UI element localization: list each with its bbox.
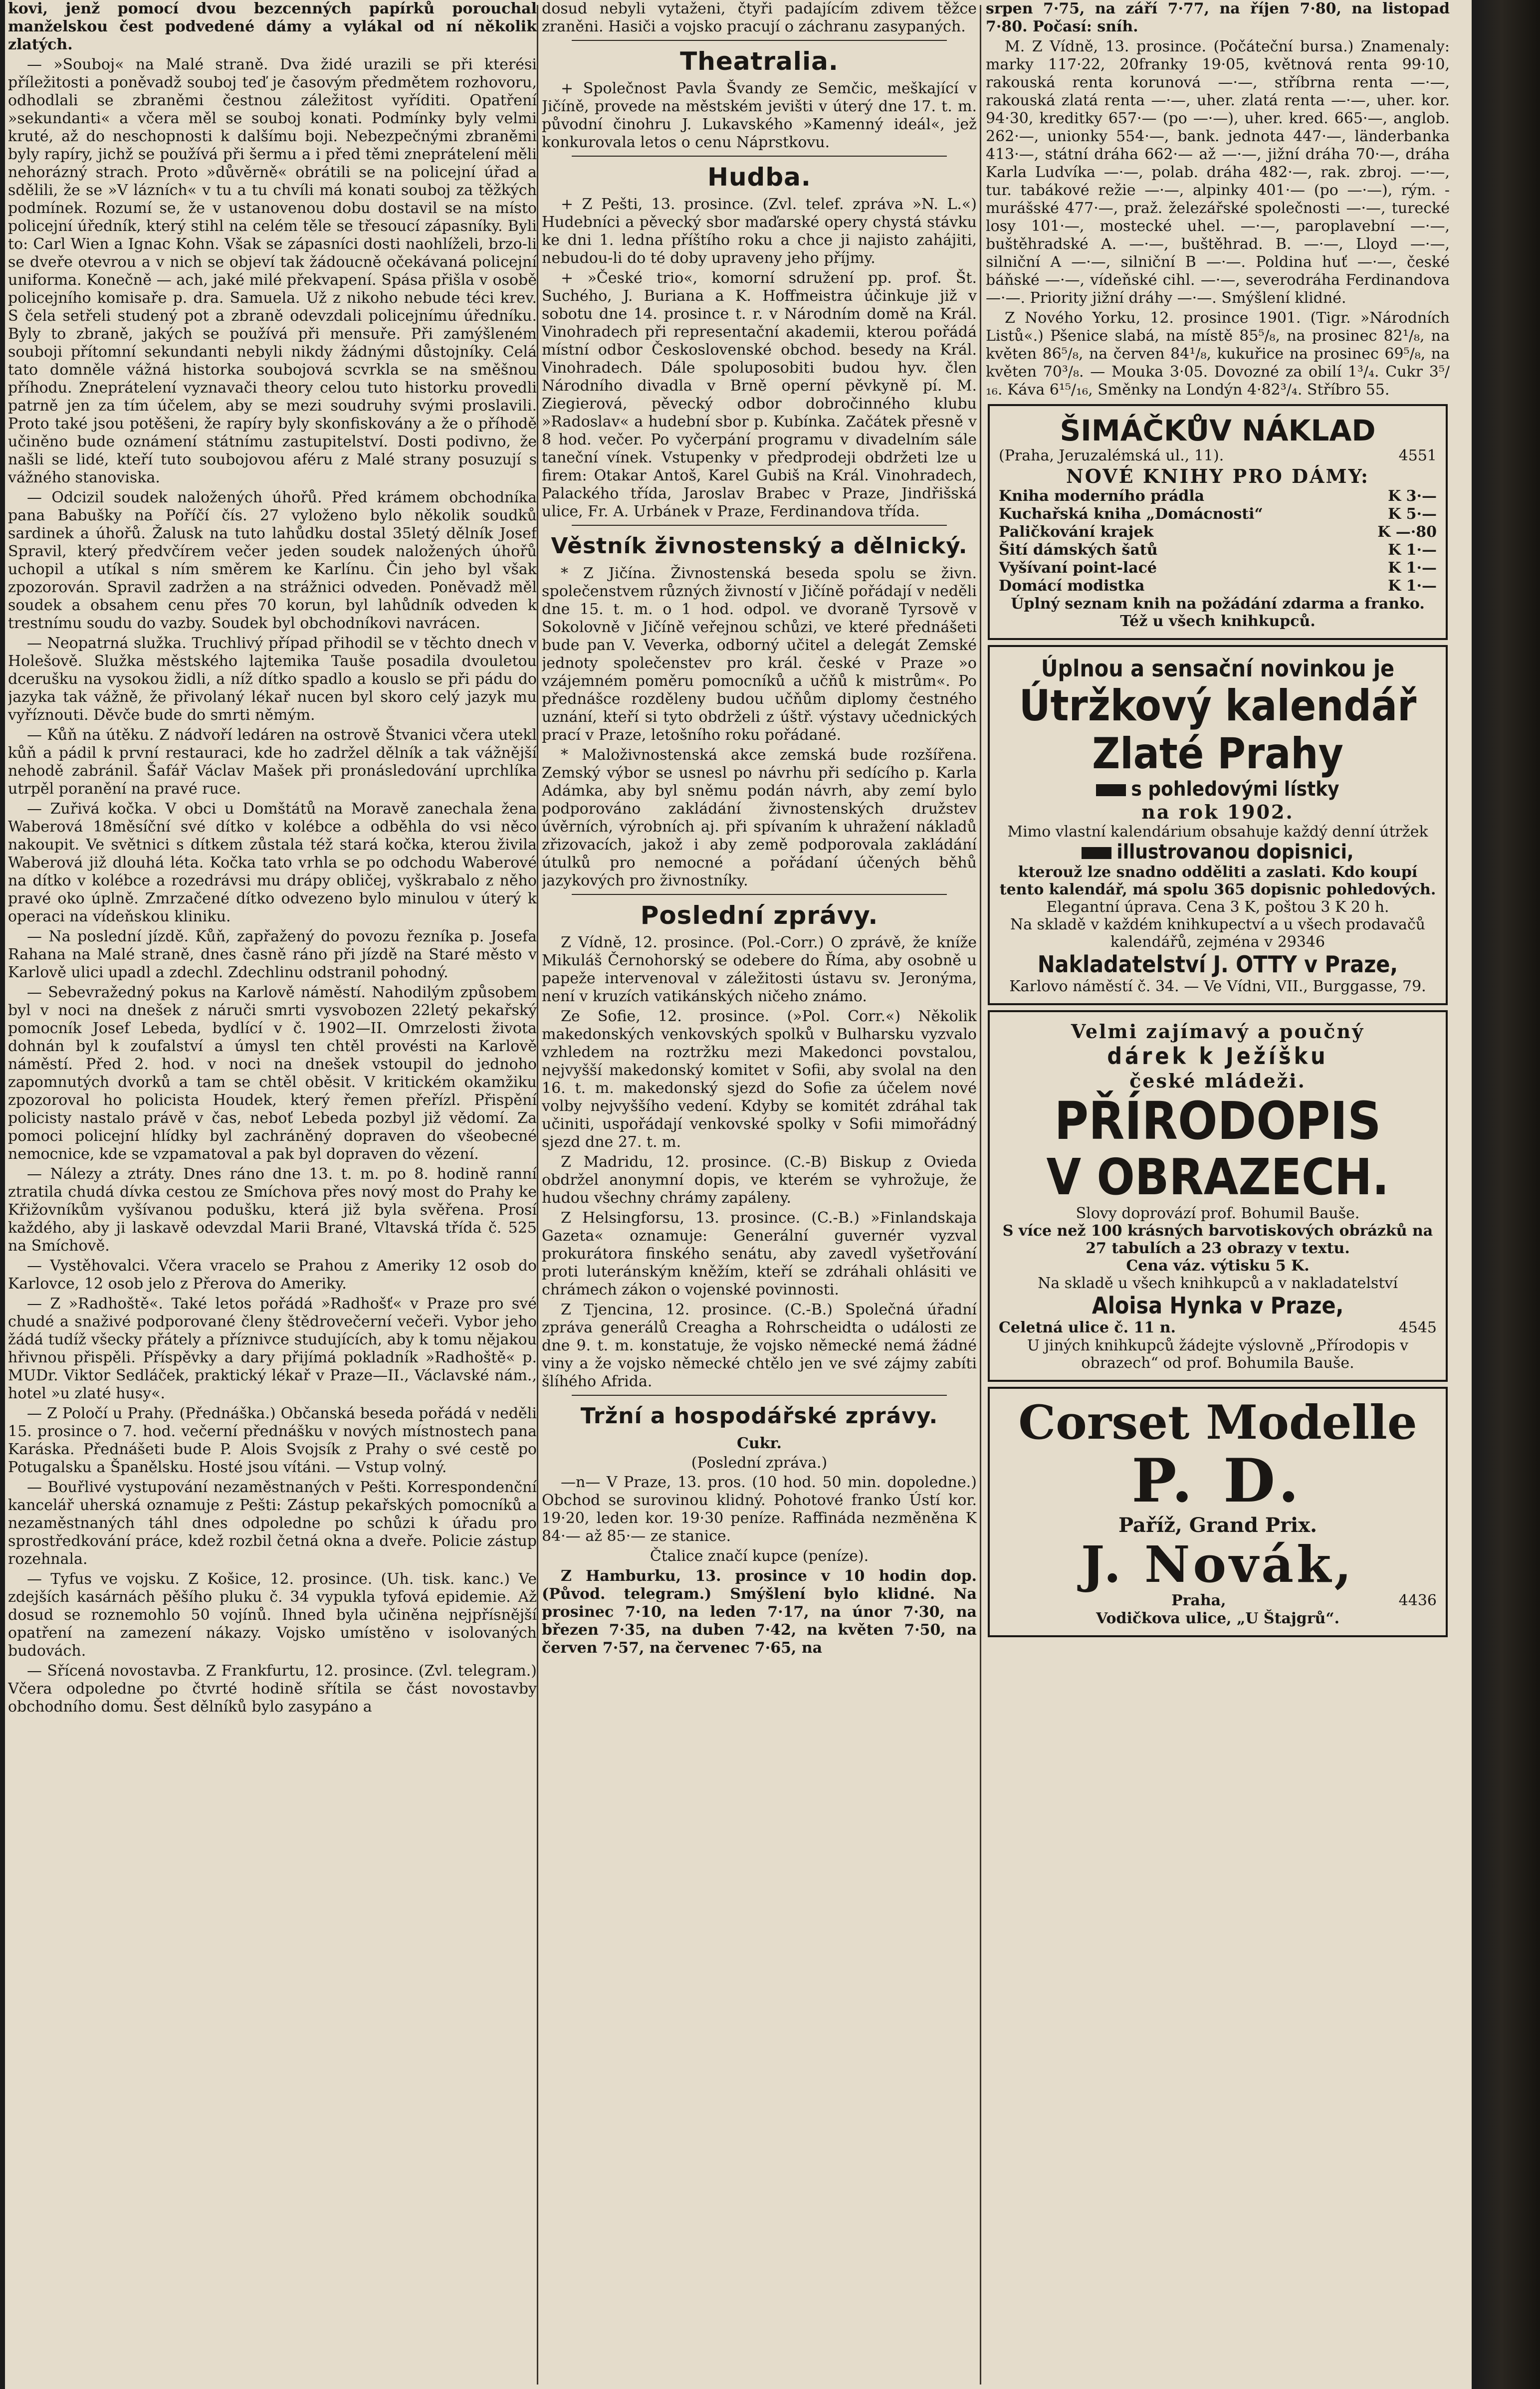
article-sugar-prague: —n— V Praze, 13. pros. (10 hod. 50 min. dopoledne.) Obchod se surovinou klidný. Pohotové franko Ústí kor. 19·20, leden kor. 19·30 peníze. Raffináda nezměněna K 84·— až 85·— ze stanice. bbox=[542, 1474, 977, 1545]
ad-item-name: Vyšívaní point-lacé bbox=[999, 559, 1157, 577]
ad-headline: V OBRAZECH. bbox=[1046, 1148, 1389, 1206]
ad-note: Též u všech knihkupců. bbox=[1120, 613, 1316, 630]
article-news-sofia: Ze Sofie, 12. prosince. (»Pol. Corr.«) Několik makedonských venkovských spolků v Bulharsku vyzvalo vzhledem na roztržku mezi Makedonci povstalou, nejvyšší makedonský komitet v Sofii, aby svolal na den 16. t. m. makedonský sjezd do Sofie za účelem nové volby nejvyššího vedení. Kdyby se komitét zdráhal tak učiniti, uspořádají venkovské spolky v Sofii mimořádný sjezd dne 27. t. m. bbox=[542, 1008, 977, 1151]
ad-address: Celetná ulice č. 11 n. bbox=[999, 1319, 1176, 1336]
subheading-note: (Poslední zpráva.) bbox=[691, 1454, 828, 1472]
ad-item-name: Šití dámských šatů bbox=[999, 541, 1158, 559]
ad-item-name: Domácí modistka bbox=[999, 577, 1145, 595]
ad-simacek bbox=[988, 404, 1448, 640]
ad-headline: NOVÉ KNIHY PRO DÁMY: bbox=[1066, 465, 1370, 487]
ad-item bbox=[999, 541, 1437, 559]
ad-address-row bbox=[999, 1592, 1437, 1610]
ad-logo: P. D. bbox=[1131, 1446, 1304, 1516]
ad-item-name: Paličkování krajek bbox=[999, 523, 1154, 541]
article-lecture: — Z Poločí u Prahy. (Přednáška.) Občanská beseda pořádá v neděli 15. prosince o 7. hod. večerní přednášku v nových místnostech pana Karáska. Přednášeti bude P. Alois Svojsík z Prahy o své cestě po Potugalsku a Španělsku. Hosté jsou vítáni. — Vstup volný. bbox=[8, 1405, 537, 1476]
newspaper-page bbox=[5, 0, 1472, 2389]
ad-city: Praha, bbox=[1171, 1592, 1226, 1609]
section-heading-trade: Věstník živnostenský a dělnický. bbox=[551, 533, 968, 559]
ad-title: ŠIMÁČKŮV NÁKLAD bbox=[1060, 414, 1376, 447]
ad-line: Cena váz. výtisku 5 K. bbox=[1126, 1257, 1310, 1275]
ad-line: Elegantní úprava. Cena 3 K, poštou 3 K 20 h. bbox=[1046, 898, 1389, 916]
article-vienna-bourse: M. Z Vídně, 13. prosince. (Počáteční bursa.) Znamenaly: marky 117·22, 20franky 19·05, květnová renta 99·10, rakouská renta korunová —·—, stříbrna renta —·—, rakouská zlatá renta —·—, uher. zlatá renta —·—, uher. kor. 94·30, kreditky 657·— (po —·—), uher. kred. 665·—, anglob. 262·—, unionky 554·—, bank. jednota 447·—, länderbanka 413·—, státní dráha 662·— až —·—, jižní dráha 70·—, dráha Karla Ludvíka —·—, polab. dráha 482·—, rak. zbroj. —·—, tur. tabákové režie —·—, alpinky 401·— (po —·—), rým. - murášské 477·—, praž. železářské společnosti —·—, turecké losy 101·—, mostecké uhel. —·—, paroplavební —·—, buštěhradské A. —·—, buštěhrad. B. —·—, Lloyd —·—, silniční A —·—, silniční B —·—. Poldina huť —·—, české báňské —·—, vídeňské cihl. —·—, severodráha Ferdinandova —·—. Priority jižní dráhy —·—. Smýšlení klidné. bbox=[986, 38, 1450, 307]
ad-line: Slovy doprovází prof. Bohumil Bauše. bbox=[1076, 1205, 1360, 1222]
article-trade-action: * Maloživnostenská akce zemská bude rozšířena. Zemský výbor se usnesl po návrhu při sedícího p. Karla Adámka, aby byl sněmu podán návrh, aby zemí bylo podporováno zakládání živnostenských družstev úvěrních, výrobních aj. při spívaním k uhražení nákladů zřizovacích, jakož i aby země podporovala zakládání útulků pro nemocné a pořádaní účených běhů jazykových pro živnostníky. bbox=[542, 746, 977, 889]
ad-headline: Corset Modelle bbox=[1018, 1395, 1417, 1450]
ad-address: Vodičkova ulice, „U Štajgrů“. bbox=[1096, 1610, 1340, 1627]
ad-item-name: Kuchařská kniha „Domácnosti“ bbox=[999, 505, 1263, 523]
ad-line: Na skladě v každém knihkupectví a u všech prodavačů kalendářů, zejména v 29346 bbox=[1010, 916, 1426, 951]
ad-item-price: K 1·— bbox=[1388, 541, 1437, 559]
article-typhus: — Tyfus ve vojsku. Z Košice, 12. prosince. (Uh. tisk. kanc.) Ve zdejších kasárnách pěšího pluku č. 34 vypukla tyfová epidemie. Až dosud se roznemohlo 50 vojínů. Ihned byla učiněna nejpřísnější opatření na zamezení nákazy. Vojsko umístěno v isolovaných budovách. bbox=[8, 1570, 537, 1660]
article-music-trio: + »České trio«, komorní sdružení pp. prof. Št. Suchého, J. Buriana a K. Hoffmeistra účinkuje již v sobotu dne 14. prosince t. r. v Národním domě na Král. Vinohradech při representační akademii, kterou pořádá místní odbor Československé obchod. besedy na Král. Vinohradech. Dále spoluposobiti budou hyv. člen Národního divadla v Brně operní pěvkyně pí. M. Ziegierová, pěvecký odbor dobročinného klubu »Radoslav« a hudební sbor p. Kubínka. Začátek přesně v 8 hod. večer. Po vyčerpání programu v divadelním sále taneční vínek. Vstupenky v předprodeji obdržeti lze u firem: Otakar Antoš, Karel Gubiš na Král. Vinohradech, Palackého třída, Jaroslav Brabec v Praze, Jindřišská ulice, Fr. A. Urbánek v Praze, Ferdinandova třída. bbox=[542, 269, 977, 520]
article-horse: — Kůň na útěku. Z nádvoří ledáren na ostrově Štvanici včera utekl kůň a pádil k první restauraci, kde ho zadržel dělník a tak vážnější nehodě zabránil. Šafář Václav Mašek při pronásledování uprchlíka utrpěl poranění na pravé ruce. bbox=[8, 726, 537, 798]
ad-address: (Praha, Jeruzalémská ul., 11). bbox=[999, 447, 1224, 464]
ad-headline: Útržkový kalendář bbox=[1019, 681, 1417, 731]
ad-prirodopis bbox=[988, 1010, 1448, 1382]
ad-headline: PŘÍRODOPIS bbox=[1054, 1090, 1381, 1151]
divider bbox=[572, 40, 947, 41]
article-eels: — Odcizil soudek naložených úhořů. Před krámem obchodníka pana Babušky na Poříčí čís. 27 vyloženo bylo několik soudků sardinek a úhořů. Žalusk na tuto lahůdku dostal 35letý dělník Josef Spravil, který předvčírem večer jeden soudek naložených úhořů uchopil a utíkal s ním směrem ke Karlínu. Čin jeho byl však zpozorován. Spravil zadržen a na strážnici odveden. Poněvadž měl soudek a obsahem cenu přes 70 korun, byl lahůdník odveden k trestnímu soudu do vazby. Soudek byl obchodníkovi navrácen. bbox=[8, 489, 537, 632]
pointing-hand-icon bbox=[1082, 847, 1111, 859]
ad-name: J. Novák, bbox=[1081, 1535, 1355, 1594]
ad-number: 4551 bbox=[1398, 447, 1437, 464]
ad-line: Úplnou a sensační novinkou je bbox=[1041, 655, 1395, 682]
ad-address-row bbox=[999, 1319, 1437, 1337]
article-last-ride: — Na poslední jízdě. Kůň, zapřažený do povozu řezníka p. Josefa Rahana na Malé straně, dnes časně ráno při jízdě na Staré město v Karlově ulici upadl a zdechl. Zdechlinu odstranil pohodný. bbox=[8, 928, 537, 981]
column-left bbox=[8, 0, 537, 2389]
ad-line: S více než 100 krásných barvotiskových obrázků na 27 tabulích a 23 obrazy v textu. bbox=[1002, 1222, 1433, 1257]
ad-item bbox=[999, 559, 1437, 577]
divider bbox=[572, 156, 947, 157]
ad-line bbox=[999, 778, 1437, 801]
ad-number: 4545 bbox=[1398, 1319, 1437, 1336]
ad-item-price: K 3·— bbox=[1388, 487, 1437, 505]
ad-address-row bbox=[999, 447, 1437, 465]
article-text: kovi, jenž pomocí dvou bezcenných papírků porouchal manželskou čest podvedené dámy a vylákal od ní několik zlatých. bbox=[8, 0, 537, 53]
ad-calendar bbox=[988, 645, 1448, 1005]
ad-line-text: illustrovanou dopisnici, bbox=[1116, 841, 1354, 864]
ad-item-name: Kniha moderního prádla bbox=[999, 487, 1205, 505]
subheading-sugar: Cukr. bbox=[737, 1435, 782, 1452]
article-sugar-hamburg: Z Hamburku, 13. prosince v 10 hodin dop. (Původ. telegram.) Smýšlení bylo klidné. Na prosinec 7·10, na leden 7·17, na únor 7·30, na březen 7·35, na duben 7·42, na květen 7·50, na červen 7·57, na červenec 7·65, na bbox=[542, 1567, 977, 1657]
article-radhost: — Z »Radhoště«. Také letos pořádá »Radhošť« v Praze pro své chudé a snaživé podporované členy štědrovečerní večeři. Vybor jeho žádá tudíž všecky přátely a příznivce studujících, aby k tomu nějakou hřivnou přispěli. Příspěvky a dary přijímá pokladník »Radhoště« p. MUDr. Viktor Sedláček, praktický lékař v Praze—II., Václavské nám., hotel »u zlaté husy«. bbox=[8, 1295, 537, 1402]
article-suicide: — Sebevražedný pokus na Karlově náměstí. Nahodilým způsobem byl v noci na dnešek z náruči smrti vysvobozen 22letý pekařský pomocník Josef Lebeda, bydlící v č. 1902—II. Omrzelosti života dohnán byl k zoufalství a úmysl ten chtěl provésti na Karlově náměstí. Před 2. hod. v noci na dnešek vstoupil do jednoho zapomnutých dvorků a tam se chtěl oběsit. V kritickém okamžiku zpozoroval ho policista Houdek, který řemen přeřízl. Přispění policisty nastalo právě v čas, neboť Lebeda pozbyl již vědomí. Za pomoci policejní hlídky byl zachráněný dopraven do všeobecné nemocnice, kde se vzpamatoval a pak byl dopraven do vězení. bbox=[8, 984, 537, 1163]
column-right bbox=[986, 0, 1450, 2389]
divider bbox=[572, 1395, 947, 1396]
ad-item bbox=[999, 523, 1437, 541]
ad-line: dárek k Ježíšku bbox=[1107, 1043, 1328, 1070]
divider bbox=[572, 894, 947, 895]
article-pest: — Bouřlivé vystupování nezaměstnaných v Pešti. Korrespondenční kancelář uherská oznamuje z Pešti: Zástup pekařských pomocníků a nezaměstnaných táhl dnes odpoledne po schůzi k úřadu pro sprostředkování práce, kdež rozbil četná okna a dveře. Policie zástup rozehnala. bbox=[8, 1479, 537, 1568]
ad-line: na rok 1902. bbox=[1141, 801, 1294, 823]
article-news-vienna: Z Vídně, 12. prosince. (Pol.-Corr.) O zprávě, že kníže Mikuláš Černohorský se odebere do Říma, aby osobně u papeže intervenoval v záležitosti ústavu sv. Jeronýma, není v kruzích vatikánských ničeho známo. bbox=[542, 934, 977, 1005]
section-heading-market: Tržní a hospodářské zprávy. bbox=[580, 1403, 938, 1429]
article-news-tientsin: Z Tjencina, 12. prosince. (C.-B.) Společná úřadní zpráva generálů Creagha a Rohrscheidta o události ze dne 9. t. m. konstatuje, že vojsko německé nemá žádné viny a že vojsko německé chtělo jen ve své zájmy zabíti šlíhého Afrida. bbox=[542, 1301, 977, 1390]
ad-item-price: K 1·— bbox=[1388, 559, 1437, 577]
article-text: dosud nebyli vytaženi, čtyři padajícím zdivem těžce zraněni. Hasiči a vojsko pracují o záchranu zasypaných. bbox=[542, 0, 977, 35]
column-rule bbox=[980, 5, 981, 2385]
section-heading-news: Poslední zprávy. bbox=[640, 901, 879, 930]
section-heading-theatre: Theatralia. bbox=[680, 47, 839, 76]
pointing-hand-icon bbox=[1096, 784, 1126, 796]
ad-item bbox=[999, 577, 1437, 595]
ad-item bbox=[999, 487, 1437, 505]
ad-address: Karlovo náměstí č. 34. — Ve Vídni, VII., Burggasse, 79. bbox=[1009, 978, 1426, 995]
ad-line-text: s pohledovými lístky bbox=[1131, 778, 1339, 801]
ad-line: Paříž, Grand Prix. bbox=[1118, 1514, 1317, 1537]
ad-line: české mládeži. bbox=[1129, 1070, 1306, 1092]
ad-line: kterouž lze snadno odděliti a zaslati. Kdo koupí tento kalendář, má spolu 365 dopisnic pohledových. bbox=[999, 864, 1436, 898]
ad-item-price: K 5·— bbox=[1388, 505, 1437, 523]
article-theatre: + Společnost Pavla Švandy ze Semčic, meškající v Jičíně, provede na městském jevišti v úterý dne 17. t. m. původní činohru J. Lukavského »Kamenný ideál«, jež konkurovala letos o cenu Náprstkovu. bbox=[542, 80, 977, 151]
ad-line: Velmi zajímavý a poučný bbox=[1071, 1020, 1365, 1043]
divider bbox=[572, 525, 947, 526]
ad-item-price: K —·80 bbox=[1377, 523, 1437, 541]
ad-publisher: Aloisa Hynka v Praze, bbox=[1092, 1292, 1344, 1319]
ad-line: Na skladě u všech knihkupců a v nakladatelství bbox=[1038, 1275, 1398, 1292]
ad-number: 4436 bbox=[1398, 1592, 1437, 1609]
article-duel: — »Souboj« na Malé straně. Dva židé urazili se při kterési příležitosti a poněvadž souboj teď je časovým předmětem rozhovoru, odhodlali se zbraněmi čestnou záležitost vyříditi. Opatření »sekundanti« a včera měl se souboj konati. Podmínky byly velmi kruté, až do neschopnosti k dalšímu boji. Nebezpečnými zbraněmi byly rapíry, jichž se používá při šermu a i před těmi zneprátelení měli nehorázný strach. Proto »důvěrně« obrátili se na policejní úřad a sdělili, že se »V lázních« v tu a tu chvíli má konati souboj za těžkých podmínek. Rozumí se, že v ustanovenou dobu dostavil se na místo policejní úředník, který stihl na celém těle se třesoucí zápasníky. Byli to: Carl Wien a Ignac Kohn. Však se zápasníci dosti naohlíželi, brzo-li se dveře otevrou a v nich se objeví tak žádoucně očekávaná policejní uniforma. Konečně — ach, jaké milé překvapení. Spása přišla v osobě policejního komisaře p. dra. Samuela. Už z nikoho nebude téci krev. S čela setřeli studený pot a zbraně odevzdali policejnímu úředníku. Byly to zbraně, jakých se používá při mensuře. Při zamýšleném souboji přítomní sekundanti nebyli nikdy žádnými důstojníky. Celá tato domněle vážná historka soubojová scvrkla se na směšnou příhodu. Zneprátelení vyznavači theory celou tuto historku provedli patrně jen za tím účelem, aby se mezi soudruhy svými proslavili. Proto také jsou potěšeni, že rapíry byly skonfiskovány a že o příhodě učiněno bude oznámení státnímu zastupitelství. Dosti podivno, že našli se lidé, kteří tuto soubojovou aféru z Malé strany posuzují s vážného stanoviska. bbox=[8, 56, 537, 486]
ad-note: Úplný seznam knih na požádání zdarma a franko. bbox=[1011, 595, 1425, 613]
article-music-strike: + Z Pešti, 13. prosince. (Zvl. telef. zpráva »N. L.«) Hudebníci a pěvecký sbor maďarské opery chystá stávku ke dni 1. ledna příštího roku a chce ji najisto zahájiti, nebudou-li do té doby upraveny jeho příjmy. bbox=[542, 196, 977, 267]
section-heading-music: Hudba. bbox=[707, 163, 811, 192]
article-text: srpen 7·75, na září 7·77, na říjen 7·80, na listopad 7·80. Počasí: sníh. bbox=[986, 0, 1450, 35]
ad-line bbox=[999, 841, 1437, 864]
ad-corset bbox=[988, 1387, 1448, 1637]
column-rule bbox=[537, 5, 538, 2385]
ad-publisher: Nakladatelství J. OTTY v Praze, bbox=[1037, 951, 1398, 978]
article-news-helsinki: Z Helsingforsu, 13. prosince. (C.-B.) »Finlandskaja Gazeta« oznamuje: Generální guvernér vyzval prokurátora finského senátu, aby zavedl vyšetřování proti luteránským kněžím, kteří se zdráhali ohlásiti ve chrámech zákon o vojenské povinnosti. bbox=[542, 1209, 977, 1299]
article-trade-jicin: * Z Jičína. Živnostenská beseda spolu se živn. společenstvem různých živností v Jičíně pořádají v neděli dne 15. t. m. o 1 hod. odpol. ve dvoraně Tyrsově v Sokolovně v Jičíně veřejnou schůzi, ve které přednášeti bude pan V. Veverka, odborný učitel a delegát Zemské jednoty společenstev pro král. české v Praze »o vzájemném poměru pomocníků a učňů k mistrům«. Po přednášce rozděleny budou učňům diplomy čestného uznání, kteří si tyto obdrželi z úštř. výstavy učednických prací v Praze, letošního roku pořádané. bbox=[542, 565, 977, 744]
ad-item-price: K 1·— bbox=[1388, 577, 1437, 595]
ad-item bbox=[999, 505, 1437, 523]
article-news-madrid: Z Madridu, 12. prosince. (C.-B) Biskup z Ovieda obdržel anonymní dopis, ve kterém se vyhrožuje, že hudou všechny chrámy zapáleny. bbox=[542, 1153, 977, 1207]
column-middle bbox=[542, 0, 977, 2389]
article-lost-found: — Nálezy a ztráty. Dnes ráno dne 13. t. m. po 8. hodině ranní ztratila chudá dívka cestou ze Smíchova přes nový most do Prahy ke Křižovníkům vyšívanou podušku, která již byla svěřena. Prosí každého, aby ji laskavě odevzdal Marii Brané, Vltavská třída č. 525 na Smíchově. bbox=[8, 1165, 537, 1255]
article-note: Čtalice značí kupce (peníze). bbox=[650, 1547, 869, 1565]
page-edge bbox=[1475, 0, 1540, 2389]
article-cat: — Zuřivá kočka. V obci u Domštátů na Moravě zanechala žena Waberová 18měsíční své dítko v kolébce a odběhla do vsi něco nakoupit. Ve světnici s dítkem zůstala též stará kočka, kterou živila Waberová již dlouhá léta. Kočka tato vrhla se po odchodu Waberové na dítko v kolébce a rozedrávsi mu drápy obličej, vyškrabalo z něho pravé oko úplně. Zmrzačené dítko odvezeno bylo minulou v úterý k operaci na vídeňskou kliniku. bbox=[8, 800, 537, 925]
ad-line: U jiných knihkupců žádejte výslovně „Přírodopis v obrazech“ od prof. Bohumila Bauše. bbox=[1027, 1337, 1409, 1372]
article-maid: — Neopatrná služka. Truchlivý případ přihodil se v těchto dnech v Holešově. Služka městského lajtemika Tauše posadila dvouletou dcerušku na vysokou židli, a níž dítko spadlo a kouslo se při pádu do jazyka tak vážně, že přivolaný lékař nucen byl skoro celý jazyk mu vyříznouti. Děvče bude do smrti němým. bbox=[8, 635, 537, 724]
article-collapse: — Sřícená novostavba. Z Frankfurtu, 12. prosince. (Zvl. telegram.) Včera odpoledne po čtvrté hodině sřítila se část novostavby obchodního domu. Šest dělníků bylo zasypáno a bbox=[8, 1662, 537, 1716]
ad-line: Mimo vlastní kalendárium obsahuje každý denní útržek bbox=[1007, 823, 1428, 841]
ad-headline: Zlaté Prahy bbox=[1092, 729, 1343, 779]
article-emigrants: — Vystěhovalci. Včera vracelo se Prahou z Ameriky 12 osob do Karlovce, 12 osob jelo z Přerova do Ameriky. bbox=[8, 1257, 537, 1293]
article-newyork: Z Nového Yorku, 12. prosince 1901. (Tigr. »Národních Listů«.) Pšenice slabá, na místě 85⁵/₈, na prosinec 82¹/₈, na květen 86⁵/₈, na červen 84¹/₈, kukuřice na prosinec 69⁵/₈, na květen 70³/₈. — Mouka 3·05. Dovozné za obilí 1³/₄. Cukr 3⁵/₁₆. Káva 6¹⁵/₁₆, Směnky na Londýn 4·82³/₄. Stříbro 55. bbox=[986, 309, 1450, 399]
